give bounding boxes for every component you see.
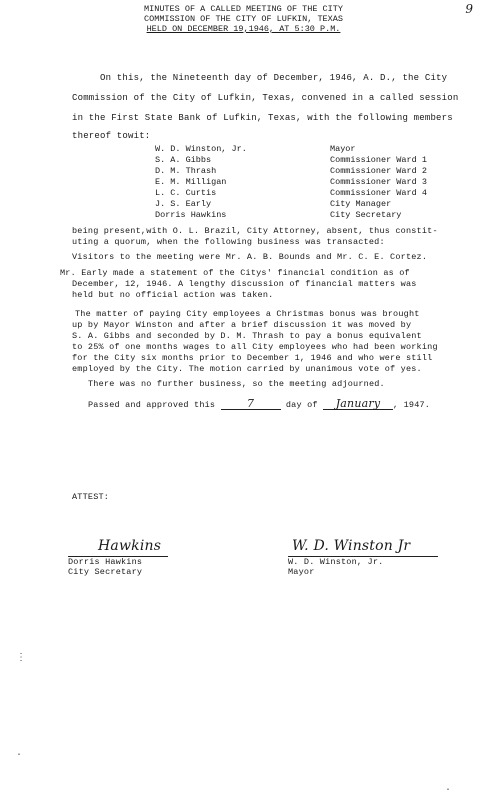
- present-line: uting a quorum, when the following business was transacted:: [72, 237, 385, 247]
- intro-line: Commission of the City of Lufkin, Texas, convened in a called session: [72, 93, 459, 103]
- member-title: Commissioner Ward 2: [330, 166, 427, 176]
- paragraph-2-line: to 25% of one months wages to all City employees who had been working: [72, 342, 438, 352]
- member-title: Mayor: [330, 144, 356, 154]
- passed-day: 7: [221, 398, 281, 410]
- passed-approved-line: [88, 398, 430, 411]
- punch-hole-mark: ·: [16, 750, 23, 761]
- paragraph-2-line: up by Mayor Winston and after a brief discussion it was moved by: [72, 320, 412, 330]
- corner-scan-mark: ·: [445, 785, 452, 796]
- paragraph-1-line: December, 12, 1946. A lengthy discussion of financial matters was: [72, 279, 417, 289]
- paragraph-2-line: employed by the City. The motion carried by unanimous vote of yes.: [72, 364, 422, 374]
- right-signer-title: Mayor: [288, 567, 315, 577]
- member-title: City Secretary: [330, 210, 402, 220]
- paragraph-1-line: held but no official action was taken.: [72, 290, 274, 300]
- member-name: S. A. Gibbs: [155, 155, 212, 165]
- right-signer-name: W. D. Winston, Jr.: [288, 557, 384, 567]
- title-line-3: HELD ON DECEMBER 19,1946, AT 5:30 P.M.: [146, 24, 341, 34]
- paragraph-1-line: Mr. Early made a statement of the Citys' financial condition as of: [60, 268, 410, 278]
- member-name: W. D. Winston, Jr.: [155, 144, 247, 154]
- member-title: Commissioner Ward 1: [330, 155, 427, 165]
- intro-line: On this, the Nineteenth day of December, 1946, A. D., the City: [100, 73, 448, 83]
- intro-line: in the First State Bank of Lufkin, Texas, with the following members: [72, 113, 453, 123]
- passed-suffix: , 1947.: [392, 400, 431, 410]
- attest-label: ATTEST:: [72, 492, 110, 502]
- member-name: J. S. Early: [155, 199, 212, 209]
- left-signer-name: Dorris Hawkins: [68, 557, 143, 567]
- left-signature: Hawkins: [98, 538, 162, 554]
- member-title: Commissioner Ward 4: [330, 188, 427, 198]
- left-signer-title: City Secretary: [68, 567, 143, 577]
- member-name: L. C. Curtis: [155, 188, 217, 198]
- paragraph-2-line: The matter of paying City employees a Christmas bonus was brought: [75, 309, 420, 319]
- member-title: Commissioner Ward 3: [330, 177, 427, 187]
- paragraph-2-line: S. A. Gibbs and seconded by D. M. Thrash to pay a bonus equivalent: [72, 331, 422, 341]
- intro-line: thereof towit:: [72, 131, 151, 141]
- member-name: E. M. Milligan: [155, 177, 227, 187]
- adjourn-line: There was no further business, so the meeting adjourned.: [88, 379, 385, 389]
- right-signature: W. D. Winston Jr: [292, 538, 411, 554]
- passed-mid: day of: [285, 400, 318, 410]
- visitors-line: Visitors to the meeting were Mr. A. B. Bounds and Mr. C. E. Cortez.: [72, 252, 428, 262]
- passed-month: January: [323, 398, 393, 410]
- passed-prefix: Passed and approved this: [88, 400, 216, 410]
- page-number-mark: 9: [465, 2, 473, 16]
- paragraph-2-line: for the City six months prior to December 1, 1946 and who were still: [72, 353, 433, 363]
- title-line-2: COMMISSION OF THE CITY OF LUFKIN, TEXAS: [144, 14, 343, 24]
- punch-hole-mark: ⋮: [16, 653, 26, 664]
- present-line: being present,with O. L. Brazil, City Attorney, absent, thus constit-: [72, 226, 438, 236]
- title-line-1: MINUTES OF A CALLED MEETING OF THE CITY: [144, 4, 343, 14]
- member-name: Dorris Hawkins: [155, 210, 227, 220]
- member-title: City Manager: [330, 199, 392, 209]
- member-name: D. M. Thrash: [155, 166, 217, 176]
